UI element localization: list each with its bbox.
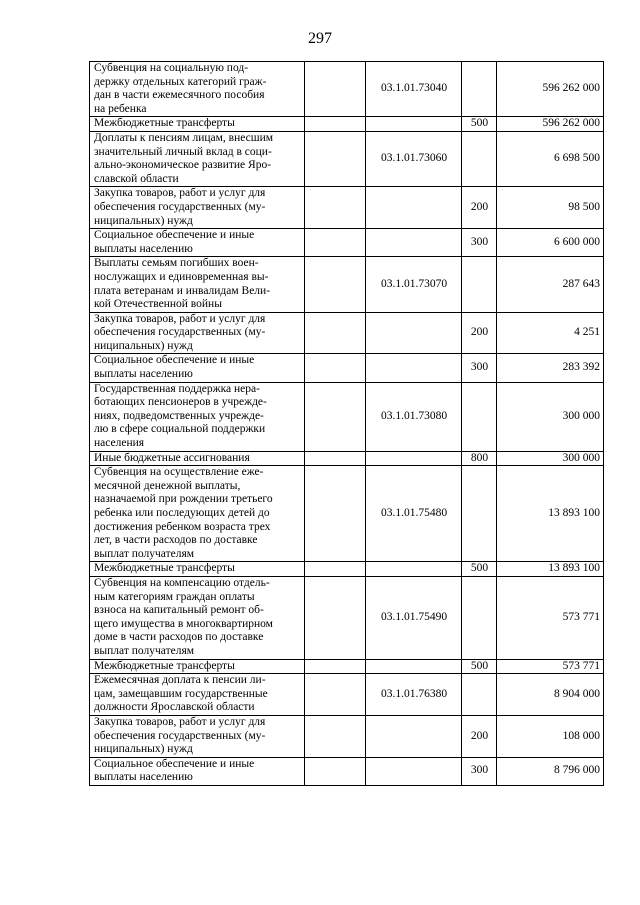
row-type-cell: 500 (462, 659, 497, 674)
row-amount-cell: 573 771 (497, 659, 604, 674)
row-blank-cell (305, 466, 366, 562)
row-type-cell: 200 (462, 312, 497, 354)
row-blank-cell (305, 312, 366, 354)
table-row (90, 187, 604, 229)
row-amount-cell: 283 392 (497, 354, 604, 382)
row-amount-cell: 596 262 000 (497, 117, 604, 132)
row-code-cell (366, 312, 462, 354)
table-body (90, 62, 604, 786)
table-row (90, 312, 604, 354)
row-name-cell: Закупка товаров, работ и услуг для обеспечения государственных (му- ниципальных) нужд (90, 715, 305, 757)
row-type-cell: 300 (462, 757, 497, 785)
row-amount-cell: 8 904 000 (497, 674, 604, 716)
row-amount-cell: 300 000 (497, 382, 604, 451)
table-row (90, 131, 604, 186)
row-blank-cell (305, 562, 366, 577)
row-type-cell: 300 (462, 229, 497, 257)
table-row (90, 257, 604, 312)
row-code-cell: 03.1.01.73070 (366, 257, 462, 312)
row-amount-cell: 300 000 (497, 451, 604, 466)
row-code-cell: 03.1.01.73060 (366, 131, 462, 186)
row-blank-cell (305, 257, 366, 312)
row-type-cell (462, 466, 497, 562)
row-blank-cell (305, 674, 366, 716)
row-code-cell: 03.1.01.73040 (366, 62, 462, 117)
row-blank-cell (305, 576, 366, 659)
row-name-cell: Субвенция на компенсацию отдель- ным категориям граждан оплаты взноса на капитальный ремонт об- щего имущества в многоквартирном доме в части расходов по доставке выплат получателям (90, 576, 305, 659)
table-row (90, 757, 604, 785)
row-code-cell: 03.1.01.75480 (366, 466, 462, 562)
table-row (90, 562, 604, 577)
row-name-cell: Социальное обеспечение и иные выплаты населению (90, 757, 305, 785)
row-name-cell: Выплаты семьям погибших воен- нослужащих и единовременная вы- плата ветеранам и инвалидам Вели- кой Отечественной войны (90, 257, 305, 312)
row-type-cell: 800 (462, 451, 497, 466)
row-type-cell: 200 (462, 187, 497, 229)
row-code-cell: 03.1.01.75490 (366, 576, 462, 659)
row-amount-cell: 596 262 000 (497, 62, 604, 117)
row-type-cell (462, 382, 497, 451)
table-row (90, 715, 604, 757)
row-amount-cell: 4 251 (497, 312, 604, 354)
table-row (90, 576, 604, 659)
row-blank-cell (305, 62, 366, 117)
row-blank-cell (305, 715, 366, 757)
row-type-cell: 500 (462, 117, 497, 132)
row-blank-cell (305, 229, 366, 257)
row-type-cell (462, 674, 497, 716)
row-blank-cell (305, 131, 366, 186)
row-type-cell (462, 257, 497, 312)
row-amount-cell: 13 893 100 (497, 562, 604, 577)
row-name-cell: Закупка товаров, работ и услуг для обеспечения государственных (му- ниципальных) нужд (90, 312, 305, 354)
row-code-cell (366, 659, 462, 674)
row-type-cell: 500 (462, 562, 497, 577)
row-code-cell (366, 451, 462, 466)
row-name-cell: Социальное обеспечение и иные выплаты населению (90, 229, 305, 257)
row-type-cell: 300 (462, 354, 497, 382)
row-name-cell: Межбюджетные трансферты (90, 117, 305, 132)
row-name-cell: Ежемесячная доплата к пенсии ли- цам, замещавшим государственные должности Ярославской области (90, 674, 305, 716)
row-name-cell: Закупка товаров, работ и услуг для обеспечения государственных (му- ниципальных) нужд (90, 187, 305, 229)
row-name-cell: Межбюджетные трансферты (90, 562, 305, 577)
row-blank-cell (305, 382, 366, 451)
row-blank-cell (305, 757, 366, 785)
table-row (90, 117, 604, 132)
table-row (90, 382, 604, 451)
table-row (90, 466, 604, 562)
page-number: 297 (308, 30, 332, 47)
table-row (90, 229, 604, 257)
row-name-cell: Субвенция на осуществление еже- месячной денежной выплаты, назначаемой при рождении третьего ребенка или последующих детей до достижения ребенком возраста трех лет, в части расходов по доставке выплат получателям (90, 466, 305, 562)
row-type-cell (462, 576, 497, 659)
table-row (90, 674, 604, 716)
table-row (90, 659, 604, 674)
row-code-cell (366, 757, 462, 785)
row-amount-cell: 8 796 000 (497, 757, 604, 785)
row-amount-cell: 108 000 (497, 715, 604, 757)
row-type-cell: 200 (462, 715, 497, 757)
row-code-cell (366, 229, 462, 257)
row-amount-cell: 98 500 (497, 187, 604, 229)
table-row (90, 451, 604, 466)
row-amount-cell: 287 643 (497, 257, 604, 312)
row-name-cell: Межбюджетные трансферты (90, 659, 305, 674)
row-amount-cell: 6 600 000 (497, 229, 604, 257)
row-amount-cell: 13 893 100 (497, 466, 604, 562)
budget-table (89, 61, 604, 786)
row-name-cell: Доплаты к пенсиям лицам, внесшим значительный личный вклад в соци- ально-экономическое развитие Яро- славской области (90, 131, 305, 186)
row-code-cell (366, 117, 462, 132)
row-blank-cell (305, 117, 366, 132)
table-row (90, 62, 604, 117)
row-name-cell: Государственная поддержка нера- ботающих пенсионеров в учрежде- ниях, подведомственных учрежде- лю в сфере социальной поддержки населения (90, 382, 305, 451)
row-blank-cell (305, 187, 366, 229)
row-amount-cell: 6 698 500 (497, 131, 604, 186)
row-name-cell: Субвенция на социальную под- держку отдельных категорий граж- дан в части ежемесячного пособия на ребенка (90, 62, 305, 117)
row-blank-cell (305, 451, 366, 466)
row-code-cell (366, 562, 462, 577)
row-type-cell (462, 62, 497, 117)
row-code-cell (366, 354, 462, 382)
row-code-cell (366, 187, 462, 229)
row-blank-cell (305, 354, 366, 382)
row-code-cell: 03.1.01.76380 (366, 674, 462, 716)
row-name-cell: Иные бюджетные ассигнования (90, 451, 305, 466)
row-code-cell (366, 715, 462, 757)
table-row (90, 354, 604, 382)
row-type-cell (462, 131, 497, 186)
row-amount-cell: 573 771 (497, 576, 604, 659)
row-name-cell: Социальное обеспечение и иные выплаты населению (90, 354, 305, 382)
row-code-cell: 03.1.01.73080 (366, 382, 462, 451)
row-blank-cell (305, 659, 366, 674)
